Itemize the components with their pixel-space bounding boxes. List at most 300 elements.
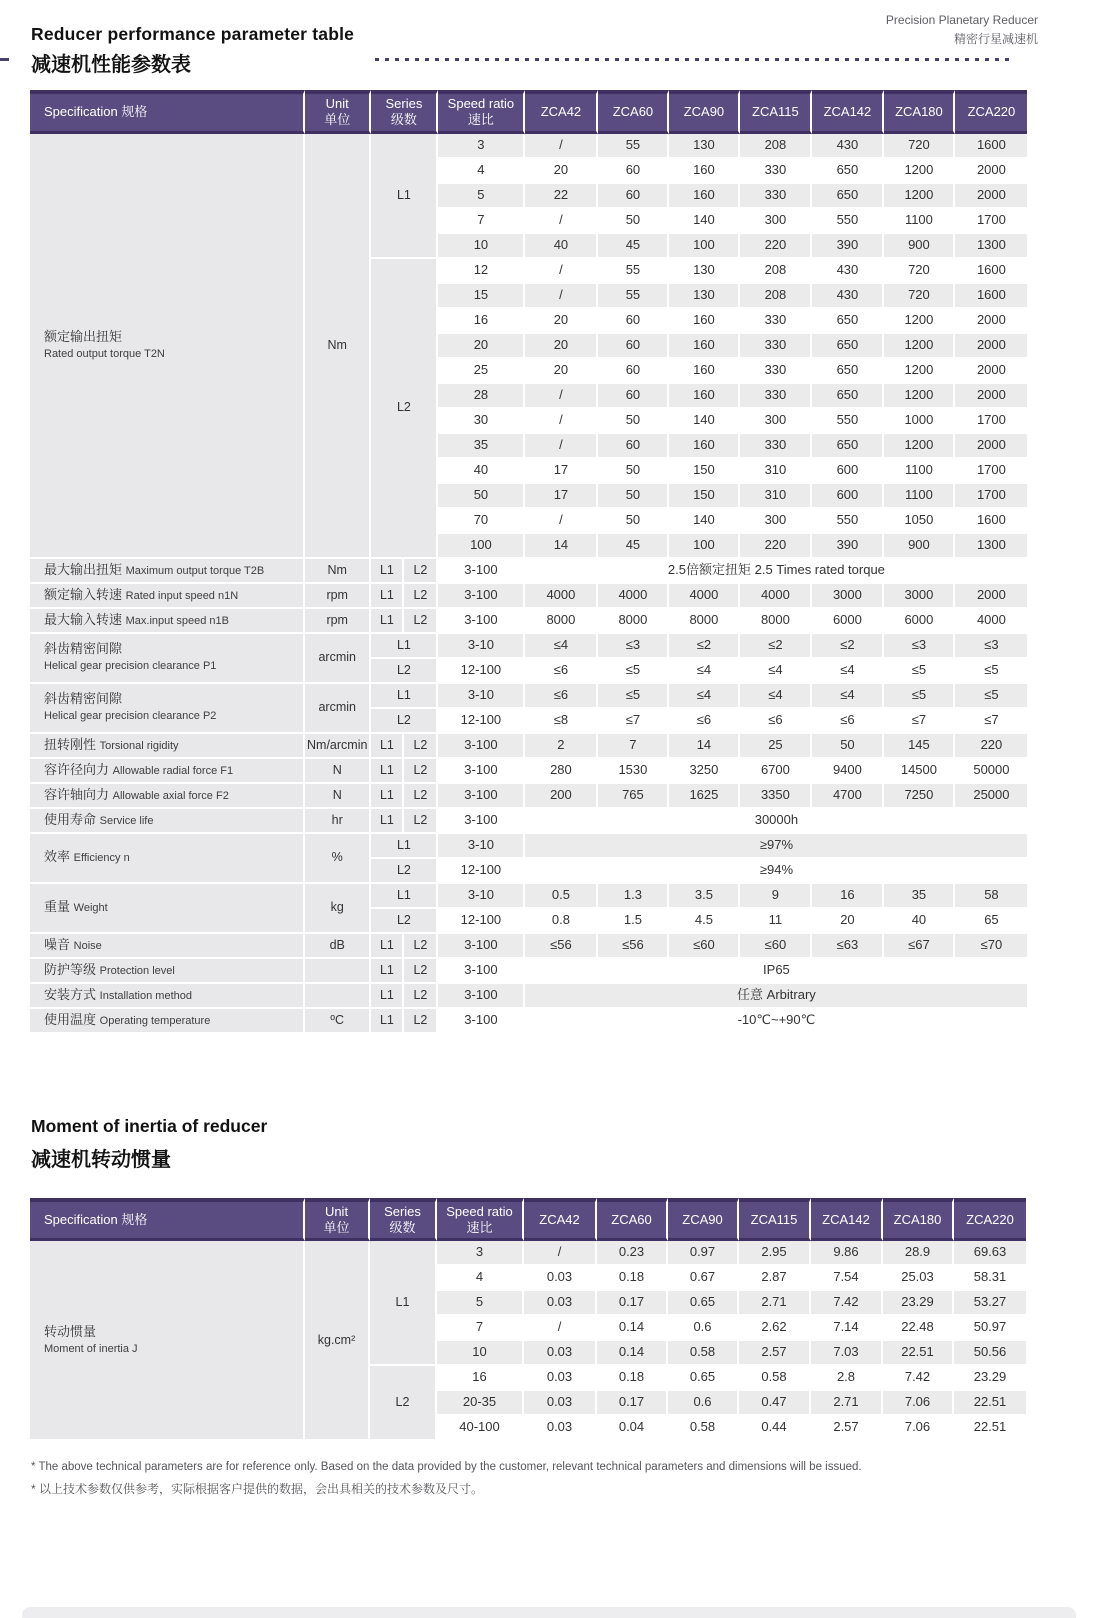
unit-cell: Nm [305, 559, 371, 584]
value-cell: 130 [669, 284, 740, 309]
value-cell: 50000 [955, 759, 1027, 784]
value-cell: 65 [955, 909, 1027, 934]
value-cell: 550 [812, 209, 884, 234]
value-cell: ≤5 [884, 659, 955, 684]
value-cell: 650 [812, 309, 884, 334]
value-cell: ≤4 [525, 634, 598, 659]
series-cell: L2 [370, 1366, 437, 1441]
value-cell: 4000 [955, 609, 1027, 634]
column-header: ZCA142 [812, 90, 884, 134]
value-cell: 390 [812, 534, 884, 559]
value-cell: 55 [598, 259, 669, 284]
column-header: ZCA42 [524, 1198, 597, 1242]
value-cell: 0.18 [597, 1366, 668, 1391]
value-cell: 330 [740, 334, 812, 359]
value-cell: 22.51 [883, 1341, 954, 1366]
value-cell: 0.6 [668, 1316, 739, 1341]
value-cell: 7.06 [883, 1416, 954, 1441]
series-cell: L1 [371, 884, 438, 909]
speed-ratio-cell: 16 [437, 1366, 524, 1391]
value-cell: 45 [598, 234, 669, 259]
value-cell: 6700 [740, 759, 812, 784]
value-cell: ≤70 [955, 934, 1027, 959]
unit-cell: Nm [305, 134, 371, 559]
value-cell: 7 [598, 734, 669, 759]
row-label: 容许径向力 Allowable radial force F1 [30, 759, 305, 784]
speed-ratio-cell: 30 [438, 409, 525, 434]
speed-ratio-cell: 3-100 [438, 809, 525, 834]
value-cell: 7.54 [811, 1266, 883, 1291]
unit-cell [305, 959, 371, 984]
value-cell: 8000 [740, 609, 812, 634]
value-cell: 11 [740, 909, 812, 934]
speed-ratio-cell: 3-10 [438, 884, 525, 909]
value-cell: 280 [525, 759, 598, 784]
value-cell: / [525, 284, 598, 309]
value-cell: ≤2 [812, 634, 884, 659]
page-title-zh: 减速机性能参数表 [31, 54, 191, 76]
value-cell: 2.71 [739, 1291, 811, 1316]
value-cell: 0.97 [668, 1241, 739, 1266]
unit-cell: N [305, 759, 371, 784]
unit-cell: arcmin [305, 634, 371, 684]
value-cell: / [525, 384, 598, 409]
value-cell: 3000 [812, 584, 884, 609]
value-cell: 2000 [955, 309, 1027, 334]
corner-caption-en: Precision Planetary Reducer [885, 13, 1038, 27]
series-cell: L1 [371, 934, 404, 959]
value-cell: 20 [525, 334, 598, 359]
edge-dash [0, 58, 9, 61]
series-cell: L1 [371, 1009, 404, 1034]
speed-ratio-cell: 12-100 [438, 859, 525, 884]
value-cell: ≤3 [884, 634, 955, 659]
speed-ratio-cell: 3-100 [438, 984, 525, 1009]
value-cell: 28.9 [883, 1241, 954, 1266]
value-cell: 60 [598, 334, 669, 359]
series-cell: L1 [371, 559, 404, 584]
series-cell: L2 [404, 609, 438, 634]
value-cell: 7.42 [883, 1366, 954, 1391]
value-cell: 0.8 [525, 909, 598, 934]
series-cell: L2 [404, 734, 438, 759]
speed-ratio-cell: 100 [438, 534, 525, 559]
series-cell: L2 [404, 984, 438, 1009]
value-cell: ≤6 [812, 709, 884, 734]
page-title-en: Reducer performance parameter table [31, 24, 355, 44]
unit-cell: Nm/arcmin [305, 734, 371, 759]
speed-ratio-cell: 12-100 [438, 709, 525, 734]
series-cell: L2 [404, 559, 438, 584]
value-cell: 2.57 [739, 1341, 811, 1366]
value-cell: 140 [669, 509, 740, 534]
value-cell: 任意 Arbitrary [525, 984, 1027, 1009]
footnote-zh: * 以上技术参数仅供参考，实际根据客户提供的数据，会出具相关的技术参数及尺寸。 [31, 1482, 484, 1496]
value-cell: 8000 [525, 609, 598, 634]
value-cell: ≤60 [740, 934, 812, 959]
value-cell: 45 [598, 534, 669, 559]
value-cell: 330 [740, 159, 812, 184]
row-label: 重量 Weight [30, 884, 305, 934]
value-cell: 0.03 [524, 1391, 597, 1416]
series-cell: L1 [371, 834, 438, 859]
value-cell: ≤7 [955, 709, 1027, 734]
value-cell: 7.14 [811, 1316, 883, 1341]
unit-cell: kg [305, 884, 371, 934]
value-cell: 17 [525, 459, 598, 484]
column-header: ZCA142 [811, 1198, 883, 1242]
series-cell: L2 [404, 934, 438, 959]
value-cell: 22.51 [954, 1391, 1026, 1416]
value-cell: 430 [812, 284, 884, 309]
bottom-scan-bar [22, 1607, 1076, 1618]
value-cell: 650 [812, 384, 884, 409]
value-cell: 0.14 [597, 1341, 668, 1366]
value-cell: 40 [884, 909, 955, 934]
value-cell: 1000 [884, 409, 955, 434]
value-cell: 2.62 [739, 1316, 811, 1341]
value-cell: 650 [812, 434, 884, 459]
value-cell: 900 [884, 534, 955, 559]
value-cell: 650 [812, 334, 884, 359]
series-cell: L1 [371, 784, 404, 809]
value-cell: ≤5 [884, 684, 955, 709]
value-cell: 220 [955, 734, 1027, 759]
row-label: 扭转刚性 Torsional rigidity [30, 734, 305, 759]
value-cell: 600 [812, 459, 884, 484]
value-cell: 0.03 [524, 1341, 597, 1366]
series-cell: L2 [404, 1009, 438, 1034]
value-cell: 40 [525, 234, 598, 259]
speed-ratio-cell: 3-10 [438, 684, 525, 709]
value-cell: 390 [812, 234, 884, 259]
value-cell: 140 [669, 209, 740, 234]
value-cell: 0.44 [739, 1416, 811, 1441]
value-cell: 208 [740, 284, 812, 309]
value-cell: 208 [740, 134, 812, 159]
value-cell: 53.27 [954, 1291, 1026, 1316]
value-cell: 650 [812, 184, 884, 209]
speed-ratio-cell: 70 [438, 509, 525, 534]
value-cell: 9.86 [811, 1241, 883, 1266]
value-cell: 0.17 [597, 1391, 668, 1416]
row-label: 使用寿命 Service life [30, 809, 305, 834]
speed-ratio-cell: 12 [438, 259, 525, 284]
value-cell: ≤7 [884, 709, 955, 734]
row-label: 使用温度 Operating temperature [30, 1009, 305, 1034]
value-cell: 23.29 [883, 1291, 954, 1316]
value-cell: 60 [598, 159, 669, 184]
column-header: ZCA220 [954, 1198, 1026, 1242]
value-cell: 4000 [598, 584, 669, 609]
value-cell: 1100 [884, 459, 955, 484]
value-cell: 14 [525, 534, 598, 559]
value-cell: 8000 [669, 609, 740, 634]
unit-cell: % [305, 834, 371, 884]
speed-ratio-cell: 3-100 [438, 584, 525, 609]
value-cell: 2.87 [739, 1266, 811, 1291]
value-cell: ≤2 [740, 634, 812, 659]
value-cell: 25000 [955, 784, 1027, 809]
value-cell: ≤4 [812, 684, 884, 709]
value-cell: 0.03 [524, 1266, 597, 1291]
value-cell: 50 [812, 734, 884, 759]
value-cell: 0.17 [597, 1291, 668, 1316]
speed-ratio-cell: 5 [438, 184, 525, 209]
unit-cell: arcmin [305, 684, 371, 734]
inertia-table [30, 1198, 1026, 1442]
value-cell: 100 [669, 534, 740, 559]
value-cell: 0.6 [668, 1391, 739, 1416]
value-cell: 1625 [669, 784, 740, 809]
value-cell: 2000 [955, 584, 1027, 609]
column-header: ZCA115 [739, 1198, 811, 1242]
value-cell: 50 [598, 484, 669, 509]
value-cell: 7.42 [811, 1291, 883, 1316]
value-cell: 650 [812, 159, 884, 184]
speed-ratio-cell: 28 [438, 384, 525, 409]
value-cell: 0.5 [525, 884, 598, 909]
value-cell: 1200 [884, 159, 955, 184]
value-cell: ≤3 [955, 634, 1027, 659]
value-cell: / [525, 509, 598, 534]
section2-title-zh: 减速机转动惯量 [31, 1148, 171, 1171]
value-cell: 220 [740, 534, 812, 559]
value-cell: 1100 [884, 484, 955, 509]
value-cell: 330 [740, 184, 812, 209]
value-cell: 3250 [669, 759, 740, 784]
value-cell: 310 [740, 459, 812, 484]
value-cell: 145 [884, 734, 955, 759]
value-cell: ≤4 [740, 659, 812, 684]
speed-ratio-cell: 10 [438, 234, 525, 259]
value-cell: 160 [669, 359, 740, 384]
value-cell: 0.14 [597, 1316, 668, 1341]
speed-ratio-cell: 40 [438, 459, 525, 484]
speed-ratio-cell: 20 [438, 334, 525, 359]
value-cell: 2.57 [811, 1416, 883, 1441]
value-cell: 23.29 [954, 1366, 1026, 1391]
series-cell: L1 [371, 809, 404, 834]
value-cell: IP65 [525, 959, 1027, 984]
value-cell: 720 [884, 284, 955, 309]
speed-ratio-cell: 15 [438, 284, 525, 309]
value-cell: 50 [598, 409, 669, 434]
series-cell: L1 [371, 984, 404, 1009]
value-cell: 25.03 [883, 1266, 954, 1291]
speed-ratio-cell: 3-10 [438, 834, 525, 859]
column-header: ZCA42 [525, 90, 598, 134]
value-cell: 0.03 [524, 1291, 597, 1316]
unit-cell: N [305, 784, 371, 809]
value-cell: 2.95 [739, 1241, 811, 1266]
series-cell: L2 [404, 584, 438, 609]
value-cell: 100 [669, 234, 740, 259]
speed-ratio-cell: 3-100 [438, 959, 525, 984]
value-cell: 0.47 [739, 1391, 811, 1416]
value-cell: 1600 [955, 259, 1027, 284]
value-cell: 2000 [955, 184, 1027, 209]
column-header: ZCA180 [884, 90, 955, 134]
value-cell: ≤5 [955, 684, 1027, 709]
value-cell: 310 [740, 484, 812, 509]
speed-ratio-cell: 50 [438, 484, 525, 509]
speed-ratio-cell: 3-100 [438, 559, 525, 584]
speed-ratio-cell: 4 [438, 159, 525, 184]
value-cell: 160 [669, 309, 740, 334]
value-cell: 4700 [812, 784, 884, 809]
value-cell: 60 [598, 384, 669, 409]
value-cell: 1700 [955, 459, 1027, 484]
value-cell: 60 [598, 309, 669, 334]
value-cell: 1050 [884, 509, 955, 534]
speed-ratio-cell: 3-100 [438, 1009, 525, 1034]
value-cell: 20 [525, 159, 598, 184]
value-cell: 765 [598, 784, 669, 809]
value-cell: 20 [812, 909, 884, 934]
column-header: Unit 单位 [305, 1198, 370, 1242]
value-cell: 1700 [955, 409, 1027, 434]
value-cell: 2000 [955, 159, 1027, 184]
value-cell: / [525, 434, 598, 459]
footnote-en: * The above technical parameters are for reference only. Based on the data provided by the customer, relevant technical parameters and dimensions will be issued. [31, 1461, 862, 1473]
unit-cell [305, 984, 371, 1009]
value-cell: 14500 [884, 759, 955, 784]
value-cell: 900 [884, 234, 955, 259]
speed-ratio-cell: 10 [437, 1341, 524, 1366]
speed-ratio-cell: 3 [438, 134, 525, 159]
value-cell: 1530 [598, 759, 669, 784]
section2-title-en: Moment of inertia of reducer [31, 1115, 268, 1136]
column-header: ZCA90 [669, 90, 740, 134]
value-cell: 6000 [884, 609, 955, 634]
value-cell: 50.56 [954, 1341, 1026, 1366]
value-cell: 2000 [955, 434, 1027, 459]
value-cell: 3000 [884, 584, 955, 609]
value-cell: ≤4 [812, 659, 884, 684]
value-cell: / [525, 134, 598, 159]
value-cell: 220 [740, 234, 812, 259]
performance-table [30, 90, 1027, 1034]
value-cell: 0.58 [739, 1366, 811, 1391]
value-cell: ≤4 [669, 684, 740, 709]
value-cell: 330 [740, 434, 812, 459]
value-cell: 1600 [955, 134, 1027, 159]
value-cell: ≤56 [525, 934, 598, 959]
value-cell: 60 [598, 434, 669, 459]
value-cell: 0.65 [668, 1291, 739, 1316]
series-cell: L1 [371, 634, 438, 659]
speed-ratio-cell: 3-10 [438, 634, 525, 659]
value-cell: ≤8 [525, 709, 598, 734]
value-cell: ≤67 [884, 934, 955, 959]
speed-ratio-cell: 3-100 [438, 609, 525, 634]
value-cell: 300 [740, 209, 812, 234]
value-cell: 1300 [955, 234, 1027, 259]
dotted-separator [375, 58, 1011, 61]
value-cell: 8000 [598, 609, 669, 634]
series-cell: L2 [404, 784, 438, 809]
value-cell: 22.51 [954, 1416, 1026, 1441]
value-cell: 50.97 [954, 1316, 1026, 1341]
value-cell: 2 [525, 734, 598, 759]
value-cell: -10℃~+90℃ [525, 1009, 1027, 1034]
value-cell: 330 [740, 359, 812, 384]
value-cell: 3350 [740, 784, 812, 809]
value-cell: 4000 [525, 584, 598, 609]
series-cell: L2 [371, 859, 438, 884]
row-label: 噪音 Noise [30, 934, 305, 959]
value-cell: 25 [740, 734, 812, 759]
value-cell: 7.03 [811, 1341, 883, 1366]
column-header: Series 级数 [370, 1198, 437, 1242]
row-label: 安装方式 Installation method [30, 984, 305, 1009]
unit-cell: dB [305, 934, 371, 959]
speed-ratio-cell: 12-100 [438, 659, 525, 684]
value-cell: ≤5 [955, 659, 1027, 684]
value-cell: ≤5 [598, 659, 669, 684]
value-cell: 7250 [884, 784, 955, 809]
column-header: ZCA60 [598, 90, 669, 134]
speed-ratio-cell: 7 [438, 209, 525, 234]
value-cell: 2.5倍额定扭矩 2.5 Times rated torque [525, 559, 1027, 584]
value-cell: 720 [884, 134, 955, 159]
value-cell: 140 [669, 409, 740, 434]
series-cell: L1 [371, 759, 404, 784]
value-cell: 2000 [955, 384, 1027, 409]
value-cell: 0.58 [668, 1341, 739, 1366]
series-cell: L2 [371, 909, 438, 934]
speed-ratio-cell: 3-100 [438, 759, 525, 784]
column-header: Series 级数 [371, 90, 438, 134]
value-cell: 4000 [740, 584, 812, 609]
value-cell: ≤63 [812, 934, 884, 959]
value-cell: 22 [525, 184, 598, 209]
value-cell: 50 [598, 459, 669, 484]
column-header: Specification 规格 [30, 90, 305, 134]
value-cell: 9 [740, 884, 812, 909]
speed-ratio-cell: 25 [438, 359, 525, 384]
value-cell: 2.8 [811, 1366, 883, 1391]
value-cell: 0.58 [668, 1416, 739, 1441]
speed-ratio-cell: 40-100 [437, 1416, 524, 1441]
value-cell: 430 [812, 134, 884, 159]
speed-ratio-cell: 7 [437, 1316, 524, 1341]
speed-ratio-cell: 35 [438, 434, 525, 459]
column-header: ZCA220 [955, 90, 1027, 134]
series-cell: L2 [404, 809, 438, 834]
speed-ratio-cell: 20-35 [437, 1391, 524, 1416]
speed-ratio-cell: 4 [437, 1266, 524, 1291]
row-label: 转动惯量 Moment of inertia J [30, 1241, 305, 1441]
value-cell: 160 [669, 384, 740, 409]
value-cell: 650 [812, 359, 884, 384]
value-cell: ≤6 [525, 684, 598, 709]
value-cell: 1300 [955, 534, 1027, 559]
value-cell: 720 [884, 259, 955, 284]
value-cell: 550 [812, 509, 884, 534]
value-cell: 7.06 [883, 1391, 954, 1416]
series-cell: L1 [371, 684, 438, 709]
value-cell: 0.65 [668, 1366, 739, 1391]
value-cell: 330 [740, 309, 812, 334]
value-cell: 6000 [812, 609, 884, 634]
value-cell: ≤7 [598, 709, 669, 734]
speed-ratio-cell: 16 [438, 309, 525, 334]
value-cell: 0.03 [524, 1416, 597, 1441]
column-header: ZCA180 [883, 1198, 954, 1242]
value-cell: 1600 [955, 284, 1027, 309]
